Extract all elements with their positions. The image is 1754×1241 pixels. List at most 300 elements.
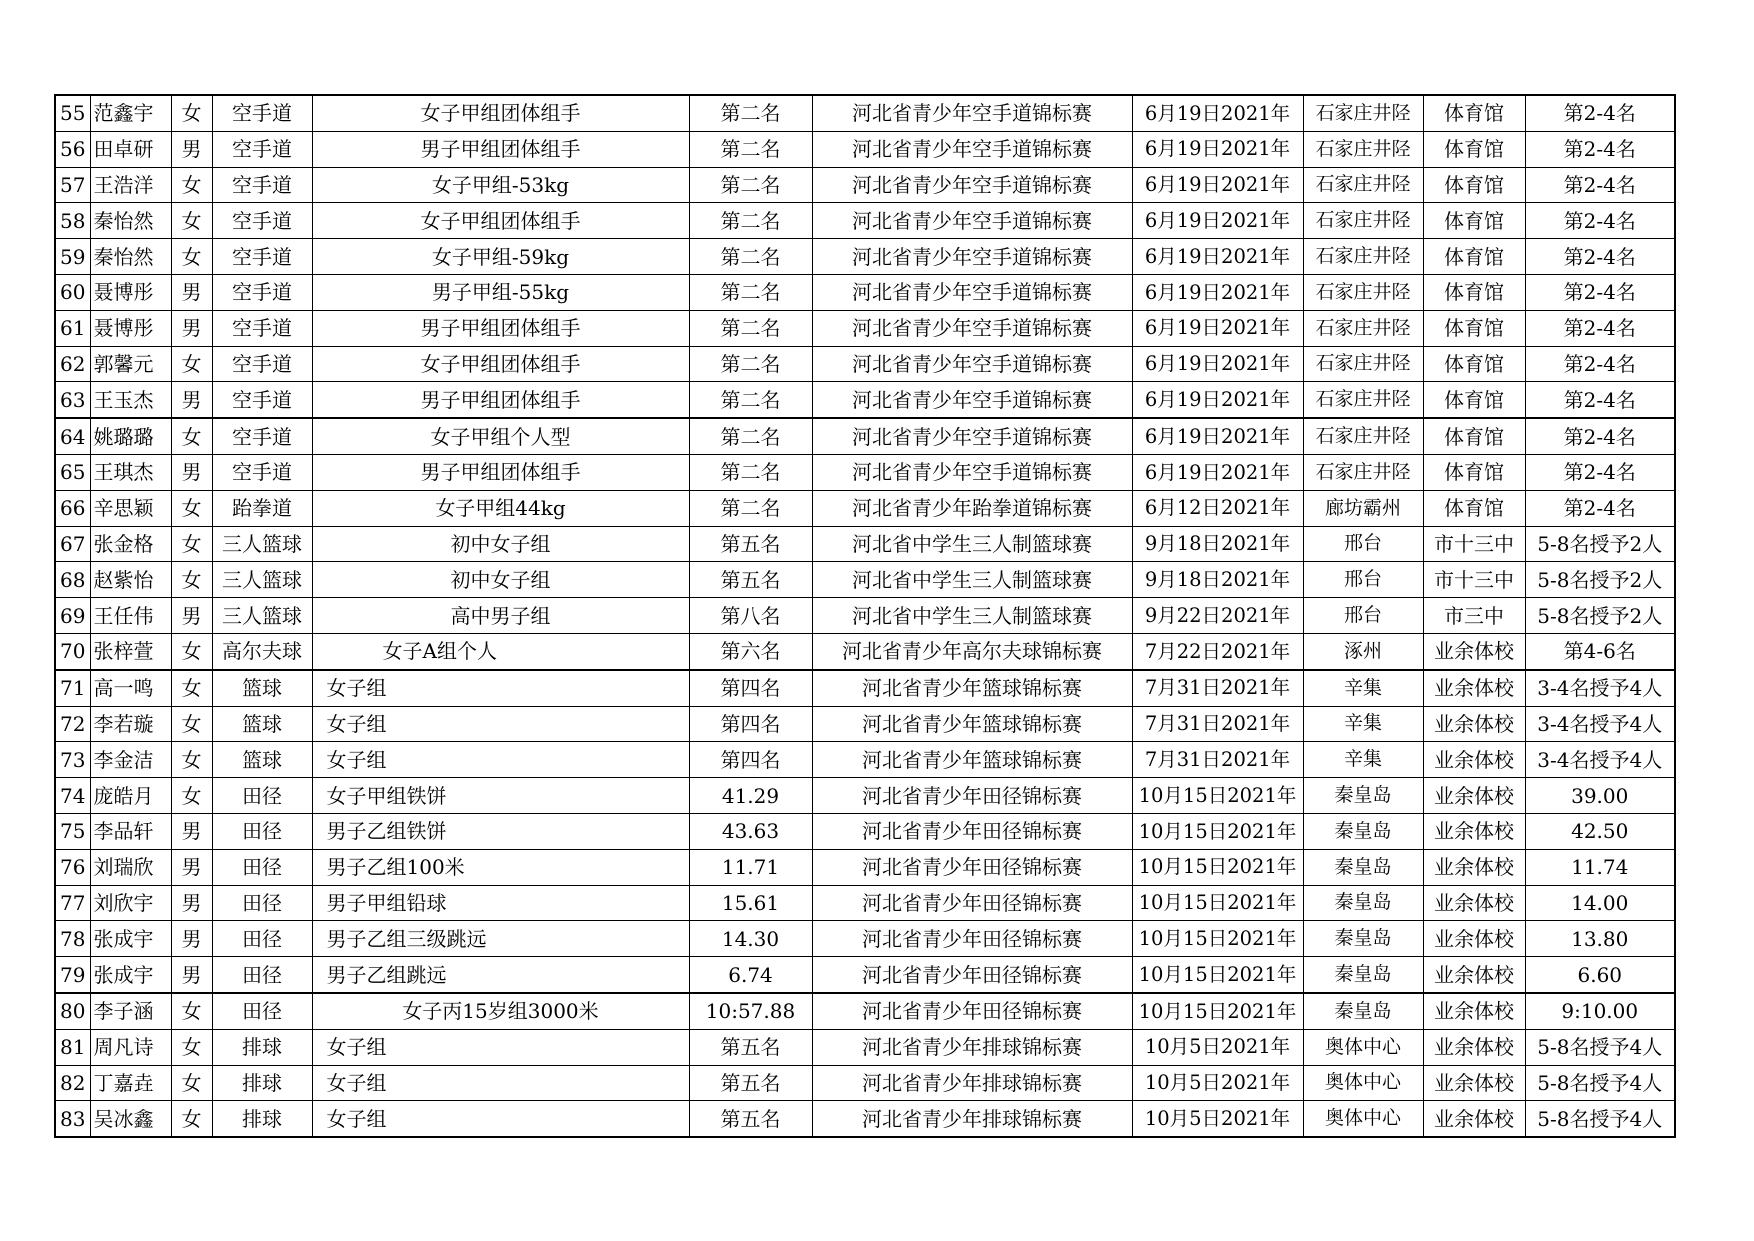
table-row: [55, 1029, 1675, 1065]
competition-name-cell: 河北省中学生三人制篮球赛: [812, 562, 1132, 598]
row-number: 63: [55, 382, 90, 418]
table-row: [55, 598, 1675, 634]
location-cell: 秦皇岛: [1303, 813, 1423, 849]
competition-name-cell: 河北省青少年空手道锦标赛: [812, 239, 1132, 275]
venue-cell: 业余体校: [1423, 813, 1525, 849]
result-cell: 第二名: [689, 167, 812, 203]
row-number: 72: [55, 706, 90, 742]
competition-name-cell: 河北省青少年田径锦标赛: [812, 957, 1132, 993]
location-cell: 石家庄井陉: [1303, 203, 1423, 239]
venue-cell: 业余体校: [1423, 670, 1525, 706]
result-cell: 第二名: [689, 203, 812, 239]
row-number: 79: [55, 957, 90, 993]
competition-name-cell: 河北省青少年空手道锦标赛: [812, 95, 1132, 131]
gender-cell: 男: [171, 921, 212, 957]
competition-name-cell: 河北省青少年空手道锦标赛: [812, 310, 1132, 346]
athlete-name: 刘欣宇: [90, 885, 171, 921]
table-row: [55, 131, 1675, 167]
gender-cell: 女: [171, 490, 212, 526]
row-number: 74: [55, 778, 90, 814]
standard-cell: 5-8名授予4人: [1525, 1065, 1675, 1101]
gender-cell: 男: [171, 382, 212, 418]
table-row: [55, 310, 1675, 346]
standard-cell: 11.74: [1525, 849, 1675, 885]
row-number: 58: [55, 203, 90, 239]
gender-cell: 女: [171, 1029, 212, 1065]
sport-cell: 排球: [212, 1029, 312, 1065]
venue-cell: 业余体校: [1423, 885, 1525, 921]
row-number: 62: [55, 346, 90, 382]
gender-cell: 女: [171, 418, 212, 454]
gender-cell: 女: [171, 1065, 212, 1101]
location-cell: 石家庄井陉: [1303, 382, 1423, 418]
competition-name-cell: 河北省青少年空手道锦标赛: [812, 167, 1132, 203]
date-cell: 10月5日2021年: [1132, 1029, 1303, 1065]
event-item-cell: 男子甲组铅球: [312, 885, 689, 921]
row-number: 66: [55, 490, 90, 526]
table-row: [55, 778, 1675, 814]
sport-cell: 田径: [212, 849, 312, 885]
venue-cell: 业余体校: [1423, 706, 1525, 742]
date-cell: 10月15日2021年: [1132, 957, 1303, 993]
venue-cell: 体育馆: [1423, 310, 1525, 346]
competition-name-cell: 河北省青少年空手道锦标赛: [812, 131, 1132, 167]
standard-cell: 第2-4名: [1525, 167, 1675, 203]
table-row: [55, 562, 1675, 598]
standard-cell: 第2-4名: [1525, 346, 1675, 382]
venue-cell: 体育馆: [1423, 95, 1525, 131]
table-row: [55, 921, 1675, 957]
athlete-name: 张成宇: [90, 957, 171, 993]
standard-cell: 9:10.00: [1525, 993, 1675, 1029]
event-item-cell: 女子组: [312, 670, 689, 706]
venue-cell: 体育馆: [1423, 274, 1525, 310]
sport-cell: 排球: [212, 1101, 312, 1137]
event-item-cell: 男子甲组团体组手: [312, 310, 689, 346]
sport-cell: 空手道: [212, 95, 312, 131]
result-cell: 第五名: [689, 526, 812, 562]
standard-cell: 第2-4名: [1525, 418, 1675, 454]
athlete-name: 高一鸣: [90, 670, 171, 706]
result-cell: 11.71: [689, 849, 812, 885]
location-cell: 石家庄井陉: [1303, 131, 1423, 167]
athlete-name: 李金洁: [90, 742, 171, 778]
date-cell: 7月31日2021年: [1132, 670, 1303, 706]
table-row: [55, 346, 1675, 382]
gender-cell: 男: [171, 598, 212, 634]
gender-cell: 女: [171, 670, 212, 706]
table-row: [55, 203, 1675, 239]
date-cell: 7月31日2021年: [1132, 742, 1303, 778]
result-cell: 6.74: [689, 957, 812, 993]
competition-name-cell: 河北省青少年田径锦标赛: [812, 778, 1132, 814]
competition-name-cell: 河北省青少年篮球锦标赛: [812, 742, 1132, 778]
location-cell: 石家庄井陉: [1303, 167, 1423, 203]
venue-cell: 业余体校: [1423, 1101, 1525, 1137]
result-cell: 第二名: [689, 131, 812, 167]
result-cell: 14.30: [689, 921, 812, 957]
row-number: 73: [55, 742, 90, 778]
result-cell: 第四名: [689, 706, 812, 742]
gender-cell: 女: [171, 526, 212, 562]
venue-cell: 体育馆: [1423, 167, 1525, 203]
athlete-name: 李子涵: [90, 993, 171, 1029]
location-cell: 奥体中心: [1303, 1101, 1423, 1137]
gender-cell: 男: [171, 957, 212, 993]
event-item-cell: 男子乙组跳远: [312, 957, 689, 993]
gender-cell: 男: [171, 885, 212, 921]
event-item-cell: 女子组: [312, 1065, 689, 1101]
sport-cell: 跆拳道: [212, 490, 312, 526]
standard-cell: 42.50: [1525, 813, 1675, 849]
row-number: 78: [55, 921, 90, 957]
table-row: [55, 418, 1675, 454]
result-cell: 41.29: [689, 778, 812, 814]
date-cell: 7月31日2021年: [1132, 706, 1303, 742]
gender-cell: 女: [171, 742, 212, 778]
date-cell: 10月15日2021年: [1132, 813, 1303, 849]
result-cell: 第二名: [689, 490, 812, 526]
date-cell: 7月22日2021年: [1132, 633, 1303, 669]
venue-cell: 市三中: [1423, 598, 1525, 634]
athlete-name: 李若璇: [90, 706, 171, 742]
gender-cell: 女: [171, 203, 212, 239]
location-cell: 秦皇岛: [1303, 885, 1423, 921]
competition-name-cell: 河北省青少年跆拳道锦标赛: [812, 490, 1132, 526]
venue-cell: 业余体校: [1423, 1029, 1525, 1065]
sport-cell: 篮球: [212, 706, 312, 742]
gender-cell: 男: [171, 454, 212, 490]
event-item-cell: 初中女子组: [312, 526, 689, 562]
date-cell: 6月19日2021年: [1132, 382, 1303, 418]
competition-name-cell: 河北省青少年篮球锦标赛: [812, 670, 1132, 706]
venue-cell: 业余体校: [1423, 633, 1525, 669]
result-cell: 第二名: [689, 346, 812, 382]
event-item-cell: 女子甲组个人型: [312, 418, 689, 454]
location-cell: 奥体中心: [1303, 1029, 1423, 1065]
venue-cell: 业余体校: [1423, 742, 1525, 778]
row-number: 61: [55, 310, 90, 346]
date-cell: 6月19日2021年: [1132, 274, 1303, 310]
date-cell: 6月19日2021年: [1132, 167, 1303, 203]
date-cell: 10月15日2021年: [1132, 993, 1303, 1029]
date-cell: 6月19日2021年: [1132, 418, 1303, 454]
location-cell: 涿州: [1303, 633, 1423, 669]
location-cell: 石家庄井陉: [1303, 95, 1423, 131]
sport-cell: 排球: [212, 1065, 312, 1101]
location-cell: 石家庄井陉: [1303, 346, 1423, 382]
sport-cell: 篮球: [212, 742, 312, 778]
competition-name-cell: 河北省青少年排球锦标赛: [812, 1029, 1132, 1065]
standard-cell: 第2-4名: [1525, 239, 1675, 275]
venue-cell: 体育馆: [1423, 382, 1525, 418]
competition-name-cell: 河北省青少年排球锦标赛: [812, 1101, 1132, 1137]
date-cell: 6月19日2021年: [1132, 346, 1303, 382]
date-cell: 6月19日2021年: [1132, 95, 1303, 131]
location-cell: 秦皇岛: [1303, 957, 1423, 993]
gender-cell: 男: [171, 310, 212, 346]
sport-cell: 篮球: [212, 670, 312, 706]
event-item-cell: 女子甲组团体组手: [312, 346, 689, 382]
gender-cell: 女: [171, 778, 212, 814]
venue-cell: 业余体校: [1423, 921, 1525, 957]
event-item-cell: 女子甲组-53kg: [312, 167, 689, 203]
athlete-name: 田卓研: [90, 131, 171, 167]
event-item-cell: 男子甲组团体组手: [312, 454, 689, 490]
event-item-cell: 女子丙15岁组3000米: [312, 993, 689, 1029]
athlete-name: 庞皓月: [90, 778, 171, 814]
result-cell: 10:57.88: [689, 993, 812, 1029]
venue-cell: 业余体校: [1423, 778, 1525, 814]
date-cell: 10月15日2021年: [1132, 885, 1303, 921]
competition-name-cell: 河北省中学生三人制篮球赛: [812, 526, 1132, 562]
table-row: [55, 993, 1675, 1029]
venue-cell: 体育馆: [1423, 454, 1525, 490]
date-cell: 6月19日2021年: [1132, 454, 1303, 490]
standard-cell: 5-8名授予4人: [1525, 1029, 1675, 1065]
date-cell: 6月19日2021年: [1132, 239, 1303, 275]
sport-cell: 三人篮球: [212, 562, 312, 598]
event-item-cell: 女子组: [312, 706, 689, 742]
row-number: 60: [55, 274, 90, 310]
standard-cell: 第2-4名: [1525, 274, 1675, 310]
event-item-cell: 男子乙组三级跳远: [312, 921, 689, 957]
sport-cell: 空手道: [212, 346, 312, 382]
table-row: [55, 95, 1675, 131]
athlete-name: 吴冰鑫: [90, 1101, 171, 1137]
standard-cell: 3-4名授予4人: [1525, 706, 1675, 742]
athlete-name: 周凡诗: [90, 1029, 171, 1065]
location-cell: 邢台: [1303, 562, 1423, 598]
venue-cell: 市十三中: [1423, 562, 1525, 598]
location-cell: 石家庄井陉: [1303, 239, 1423, 275]
result-cell: 第二名: [689, 382, 812, 418]
sport-cell: 三人篮球: [212, 598, 312, 634]
table-row: [55, 490, 1675, 526]
table-row: [55, 742, 1675, 778]
competition-name-cell: 河北省青少年空手道锦标赛: [812, 203, 1132, 239]
event-item-cell: 女子甲组-59kg: [312, 239, 689, 275]
location-cell: 邢台: [1303, 598, 1423, 634]
row-number: 76: [55, 849, 90, 885]
row-number: 68: [55, 562, 90, 598]
standard-cell: 14.00: [1525, 885, 1675, 921]
row-number: 83: [55, 1101, 90, 1137]
date-cell: 10月15日2021年: [1132, 921, 1303, 957]
sport-cell: 空手道: [212, 203, 312, 239]
competition-name-cell: 河北省青少年田径锦标赛: [812, 849, 1132, 885]
result-cell: 第二名: [689, 239, 812, 275]
row-number: 65: [55, 454, 90, 490]
event-item-cell: 女子组: [312, 1029, 689, 1065]
table-row: [55, 670, 1675, 706]
venue-cell: 体育馆: [1423, 203, 1525, 239]
standard-cell: 第2-4名: [1525, 95, 1675, 131]
standard-cell: 第2-4名: [1525, 203, 1675, 239]
location-cell: 石家庄井陉: [1303, 310, 1423, 346]
standard-cell: 第2-4名: [1525, 454, 1675, 490]
date-cell: 6月19日2021年: [1132, 131, 1303, 167]
table-row: [55, 849, 1675, 885]
competition-name-cell: 河北省青少年空手道锦标赛: [812, 346, 1132, 382]
row-number: 81: [55, 1029, 90, 1065]
sport-cell: 田径: [212, 885, 312, 921]
standard-cell: 3-4名授予4人: [1525, 670, 1675, 706]
row-number: 59: [55, 239, 90, 275]
row-number: 55: [55, 95, 90, 131]
standard-cell: 第2-4名: [1525, 382, 1675, 418]
standard-cell: 13.80: [1525, 921, 1675, 957]
sport-cell: 高尔夫球: [212, 633, 312, 669]
location-cell: 辛集: [1303, 742, 1423, 778]
event-item-cell: 女子甲组团体组手: [312, 95, 689, 131]
result-cell: 第五名: [689, 562, 812, 598]
event-item-cell: 男子甲组团体组手: [312, 131, 689, 167]
athlete-name: 范鑫宇: [90, 95, 171, 131]
location-cell: 秦皇岛: [1303, 849, 1423, 885]
location-cell: 邢台: [1303, 526, 1423, 562]
athlete-name: 聂博彤: [90, 310, 171, 346]
event-item-cell: 女子组: [312, 1101, 689, 1137]
competition-name-cell: 河北省青少年田径锦标赛: [812, 885, 1132, 921]
athlete-name: 刘瑞欣: [90, 849, 171, 885]
result-cell: 第四名: [689, 742, 812, 778]
athlete-name: 张金格: [90, 526, 171, 562]
table-row: [55, 633, 1675, 669]
location-cell: 秦皇岛: [1303, 778, 1423, 814]
venue-cell: 业余体校: [1423, 1065, 1525, 1101]
location-cell: 廊坊霸州: [1303, 490, 1423, 526]
table-row: [55, 239, 1675, 275]
standard-cell: 第2-4名: [1525, 490, 1675, 526]
event-item-cell: 男子甲组-55kg: [312, 274, 689, 310]
athlete-name: 姚璐璐: [90, 418, 171, 454]
competition-name-cell: 河北省青少年田径锦标赛: [812, 921, 1132, 957]
row-number: 67: [55, 526, 90, 562]
standard-cell: 5-8名授予2人: [1525, 562, 1675, 598]
table-row: [55, 1065, 1675, 1101]
location-cell: 秦皇岛: [1303, 921, 1423, 957]
venue-cell: 体育馆: [1423, 346, 1525, 382]
sport-cell: 田径: [212, 921, 312, 957]
table-row: [55, 167, 1675, 203]
row-number: 64: [55, 418, 90, 454]
row-number: 56: [55, 131, 90, 167]
competition-name-cell: 河北省青少年高尔夫球锦标赛: [812, 633, 1132, 669]
table-row: [55, 382, 1675, 418]
result-cell: 第八名: [689, 598, 812, 634]
date-cell: 10月5日2021年: [1132, 1065, 1303, 1101]
venue-cell: 市十三中: [1423, 526, 1525, 562]
location-cell: 石家庄井陉: [1303, 274, 1423, 310]
gender-cell: 女: [171, 167, 212, 203]
standard-cell: 5-8名授予2人: [1525, 598, 1675, 634]
sport-cell: 空手道: [212, 239, 312, 275]
result-cell: 第五名: [689, 1029, 812, 1065]
gender-cell: 男: [171, 131, 212, 167]
standard-cell: 6.60: [1525, 957, 1675, 993]
result-cell: 15.61: [689, 885, 812, 921]
athlete-name: 张梓萱: [90, 633, 171, 669]
event-item-cell: 高中男子组: [312, 598, 689, 634]
result-cell: 第六名: [689, 633, 812, 669]
sport-cell: 三人篮球: [212, 526, 312, 562]
location-cell: 辛集: [1303, 706, 1423, 742]
table-row: [55, 274, 1675, 310]
sport-cell: 田径: [212, 813, 312, 849]
standard-cell: 第2-4名: [1525, 131, 1675, 167]
location-cell: 石家庄井陉: [1303, 418, 1423, 454]
athlete-name: 辛思颖: [90, 490, 171, 526]
date-cell: 9月22日2021年: [1132, 598, 1303, 634]
competition-name-cell: 河北省青少年篮球锦标赛: [812, 706, 1132, 742]
gender-cell: 女: [171, 706, 212, 742]
sport-cell: 空手道: [212, 382, 312, 418]
event-item-cell: 女子A组个人: [312, 633, 689, 669]
event-item-cell: 初中女子组: [312, 562, 689, 598]
date-cell: 9月18日2021年: [1132, 526, 1303, 562]
competition-name-cell: 河北省青少年空手道锦标赛: [812, 274, 1132, 310]
row-number: 77: [55, 885, 90, 921]
gender-cell: 女: [171, 346, 212, 382]
athlete-name: 张成宇: [90, 921, 171, 957]
sport-cell: 田径: [212, 957, 312, 993]
athlete-name: 王任伟: [90, 598, 171, 634]
sport-cell: 空手道: [212, 167, 312, 203]
event-item-cell: 女子甲组团体组手: [312, 203, 689, 239]
event-item-cell: 女子甲组铁饼: [312, 778, 689, 814]
gender-cell: 女: [171, 95, 212, 131]
event-item-cell: 女子甲组44kg: [312, 490, 689, 526]
athlete-name: 李品轩: [90, 813, 171, 849]
venue-cell: 体育馆: [1423, 418, 1525, 454]
competition-name-cell: 河北省青少年田径锦标赛: [812, 813, 1132, 849]
venue-cell: 业余体校: [1423, 993, 1525, 1029]
location-cell: 石家庄井陉: [1303, 454, 1423, 490]
date-cell: 6月19日2021年: [1132, 310, 1303, 346]
sport-cell: 空手道: [212, 454, 312, 490]
competition-name-cell: 河北省青少年空手道锦标赛: [812, 454, 1132, 490]
table-row: [55, 706, 1675, 742]
results-table: [54, 94, 1676, 1138]
date-cell: 10月15日2021年: [1132, 849, 1303, 885]
date-cell: 10月15日2021年: [1132, 778, 1303, 814]
gender-cell: 女: [171, 1101, 212, 1137]
gender-cell: 女: [171, 239, 212, 275]
result-cell: 第二名: [689, 454, 812, 490]
row-number: 75: [55, 813, 90, 849]
athlete-name: 聂博彤: [90, 274, 171, 310]
gender-cell: 男: [171, 849, 212, 885]
competition-name-cell: 河北省青少年排球锦标赛: [812, 1065, 1132, 1101]
sport-cell: 空手道: [212, 418, 312, 454]
row-number: 80: [55, 993, 90, 1029]
row-number: 70: [55, 633, 90, 669]
gender-cell: 女: [171, 633, 212, 669]
athlete-name: 赵紫怡: [90, 562, 171, 598]
result-cell: 第二名: [689, 95, 812, 131]
sport-cell: 空手道: [212, 274, 312, 310]
date-cell: 6月12日2021年: [1132, 490, 1303, 526]
competition-name-cell: 河北省青少年空手道锦标赛: [812, 382, 1132, 418]
table-row: [55, 454, 1675, 490]
table-row: [55, 526, 1675, 562]
gender-cell: 男: [171, 813, 212, 849]
event-item-cell: 男子甲组团体组手: [312, 382, 689, 418]
athlete-name: 秦怡然: [90, 239, 171, 275]
sport-cell: 田径: [212, 778, 312, 814]
event-item-cell: 男子乙组铁饼: [312, 813, 689, 849]
